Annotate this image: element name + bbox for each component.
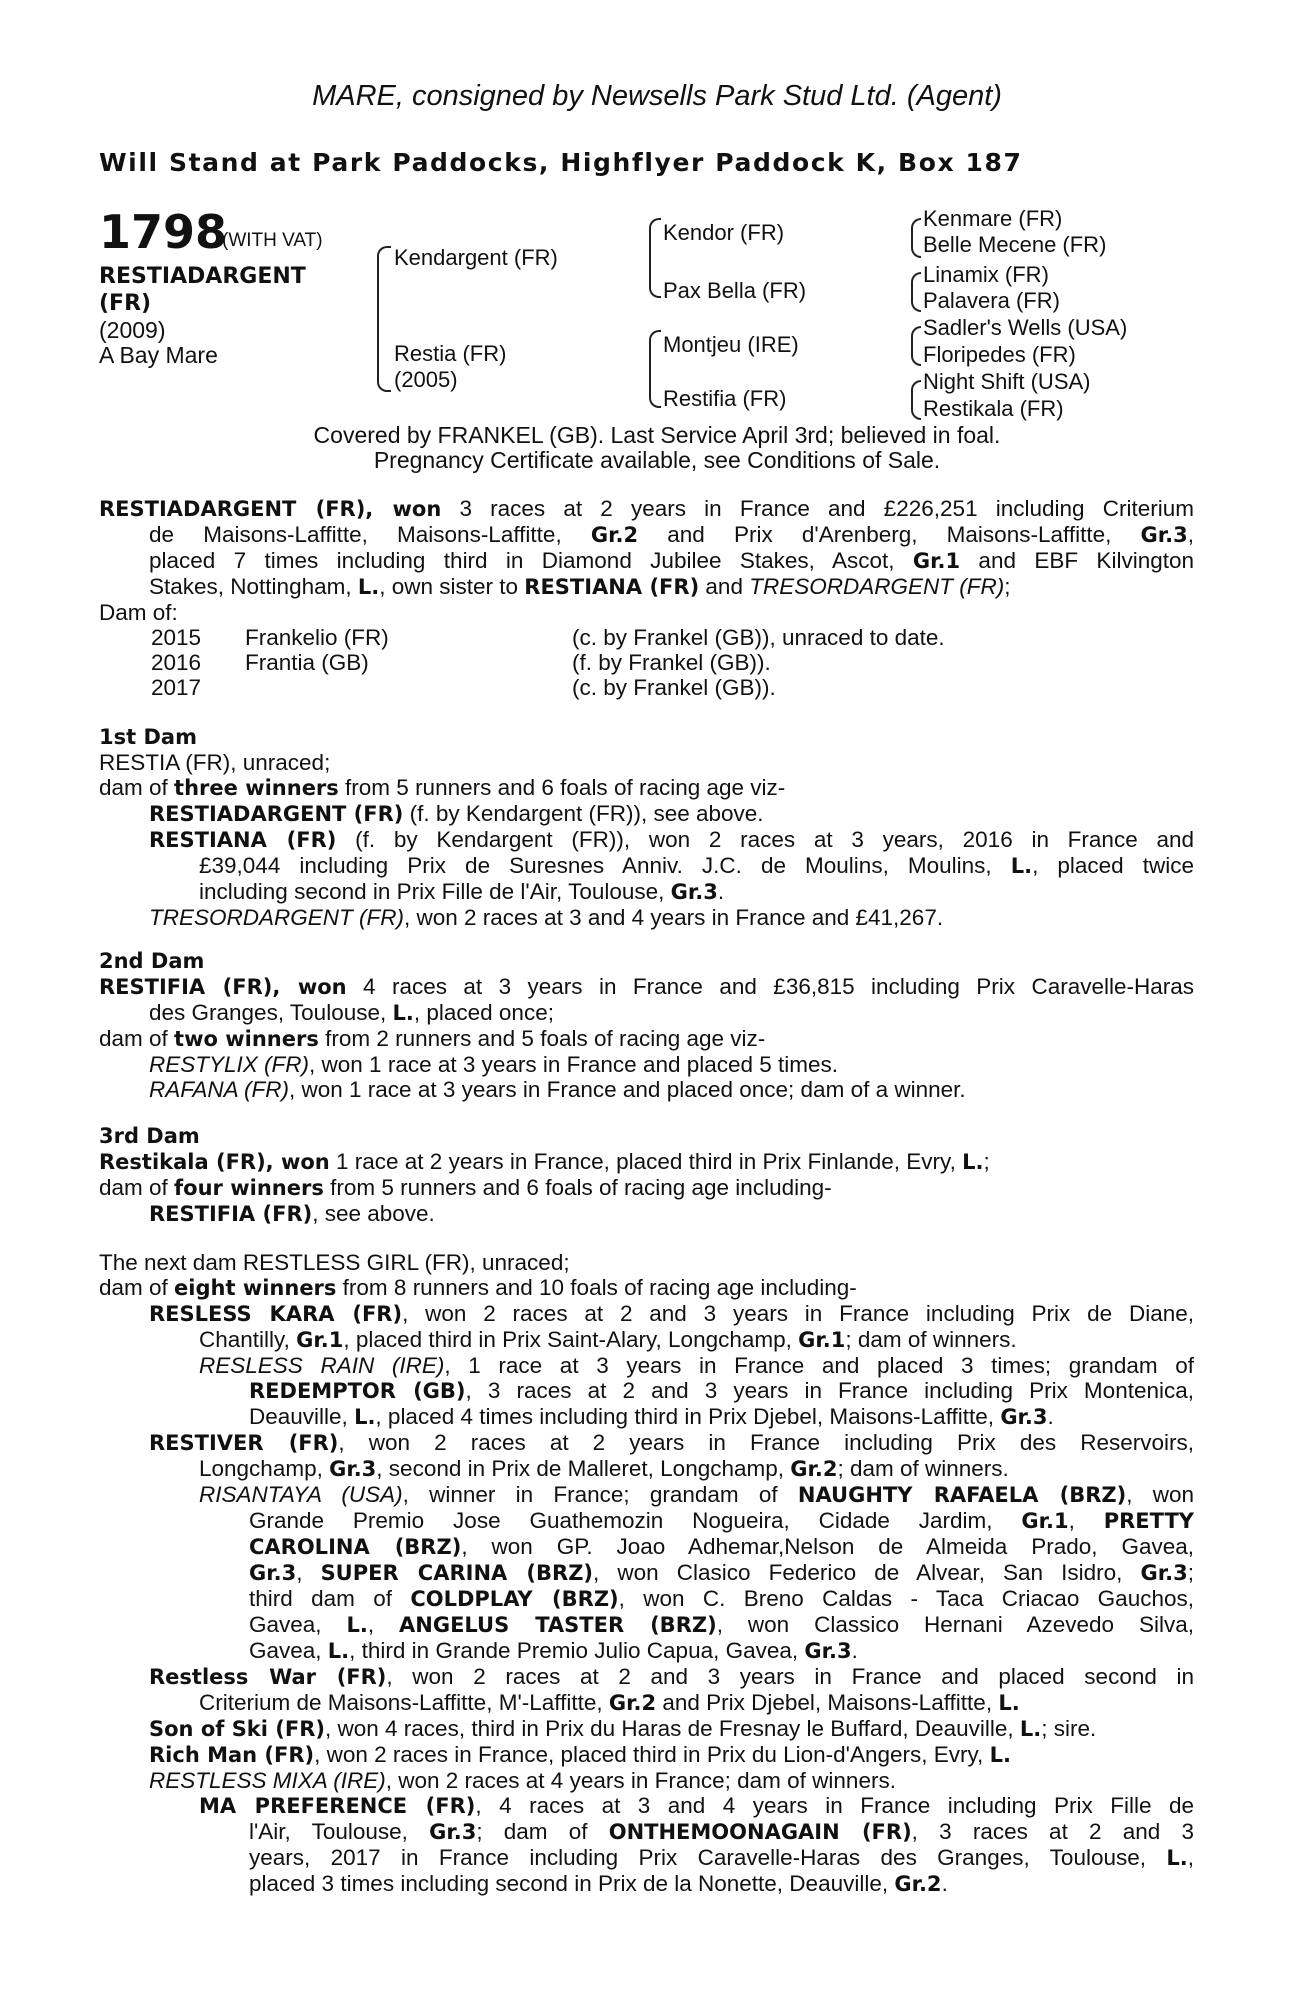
pedigree-g1: Kenmare (FR) bbox=[923, 206, 1063, 231]
lot-number: 1798 bbox=[99, 205, 228, 259]
pedigree-g7: Night Shift (USA) bbox=[923, 369, 1091, 394]
first-dam-section: 1st Dam RESTIA (FR), unraced; dam of three winners from 5 runners and 6 foals of racing age viz- RESTIADARGENT (FR) (f. by Kendargent (FR)), see above. RESTIANA (FR) (f. by Kendargent (FR)), won 2 races at 3 years, 2016 in France and £39,044 including Prix de Suresnes Anniv. J.C. de Moulins, Moulins, L., placed twice including second in Prix Fille de l'Air, Toulouse, Gr.3. TRESORDARGENT (FR), won 2 races at 3 and 4 years in France and £41,267. bbox=[99, 725, 1194, 930]
progeny-row: 2015 Frankelio (FR) (c. by Frankel (GB)), unraced to date. bbox=[151, 625, 945, 650]
pedigree-g5: Sadler's Wells (USA) bbox=[923, 315, 1128, 340]
pedigree-sire: Kendargent (FR) bbox=[394, 245, 558, 270]
pedigree-sire-dam: Pax Bella (FR) bbox=[663, 278, 807, 303]
second-dam-section: 2nd Dam RESTIFIA (FR), won 4 races at 3 years in France and £36,815 including Prix Caravelle-Haras des Granges, Toulouse, L., placed once; dam of two winners from 2 runners and 5 foals of racing age viz- RESTYLIX (FR), won 1 race at 3 years in France and placed 5 times. RAFANA (FR), won 1 race at 3 years in France and placed once; dam of a winner. bbox=[99, 949, 1195, 1102]
horse-name-country: (FR) bbox=[99, 291, 152, 316]
first-dam-heading: 1st Dam bbox=[99, 725, 197, 749]
third-dam-section: 3rd Dam Restikala (FR), won 1 race at 2 years in France, placed third in Prix Finlande, Evry, L.; dam of four winners from 5 runners and 6 foals of racing age including- RESTIFIA (FR), see above. bbox=[99, 1124, 1194, 1227]
pedigree-dam: Restia (FR) bbox=[394, 341, 507, 366]
covering-note: Covered by FRANKEL (GB). Last Service April 3rd; believed in foal. bbox=[313, 422, 1001, 448]
pedigree-bracket-dam bbox=[649, 330, 661, 408]
progeny-table bbox=[151, 625, 945, 700]
progeny-row: 2016 Frantia (GB) (f. by Frankel (GB)). bbox=[151, 650, 771, 675]
pedigree-bracket-g2 bbox=[911, 272, 921, 312]
pedigree-bracket-main bbox=[377, 246, 391, 392]
consignment-title: MARE, consigned by Newsells Park Stud Ltd. (Agent) bbox=[312, 80, 1002, 112]
pedigree-dam-sire: Montjeu (IRE) bbox=[663, 332, 799, 357]
pedigree-bracket-g4 bbox=[911, 380, 921, 420]
pedigree-dam-dam: Restifia (FR) bbox=[663, 386, 787, 411]
vat-note: (WITH VAT) bbox=[222, 230, 323, 251]
pedigree-g3: Linamix (FR) bbox=[923, 262, 1049, 287]
pregnancy-note: Pregnancy Certificate available, see Conditions of Sale. bbox=[373, 447, 941, 473]
pedigree-dam-year: (2005) bbox=[394, 367, 458, 392]
pedigree-bracket-sire bbox=[649, 218, 661, 298]
pedigree-bracket-g1 bbox=[911, 218, 921, 258]
horse-name: RESTIADARGENT bbox=[99, 264, 306, 289]
second-dam-heading: 2nd Dam bbox=[99, 949, 205, 973]
pedigree-g6: Floripedes (FR) bbox=[923, 342, 1076, 367]
pedigree-g2: Belle Mecene (FR) bbox=[923, 232, 1107, 257]
race-record-summary: RESTIADARGENT (FR), won 3 races at 2 years in France and £226,251 including Criterium de Maisons-Laffitte, Maisons-Laffitte, Gr.2 and Prix d'Arenberg, Maisons-Laffitte, Gr.3, placed 7 times including third in Diamond Jubilee Stakes, Ascot, Gr.1 and EBF Kilvington Stakes, Nottingham, L., own sister to RESTIANA (FR) and TRESORDARGENT (FR); Dam of: 2015 Frankelio (FR) (c. by Frankel (GB)), unraced to date. 2016 Frantia (GB) (f. by Frankel (GB)). 2017 (c. by Frankel (GB)). bbox=[99, 496, 1194, 700]
pedigree-g8: Restikala (FR) bbox=[923, 396, 1064, 421]
pedigree-bracket-g3 bbox=[911, 326, 921, 366]
pedigree-sire-sire: Kendor (FR) bbox=[663, 220, 785, 245]
third-dam-heading: 3rd Dam bbox=[99, 1124, 200, 1148]
stand-location: Will Stand at Park Paddocks, Highflyer Paddock K, Box 187 bbox=[99, 148, 1023, 177]
next-dam-section: The next dam RESTLESS GIRL (FR), unraced; dam of eight winners from 8 runners and 10 foals of racing age including- RESLESS KARA (FR), won 2 races at 2 and 3 years in France including Prix de Diane, Chantilly, Gr.1, placed third in Prix Saint-Alary, Longchamp, Gr.1; dam of winners. RESLESS RAIN (IRE), 1 race at 3 years in France and placed 3 times; grandam of REDEMPTOR (GB), 3 races at 2 and 3 years in France including Prix Montenica, Deauville, L., placed 4 times including third in Prix Djebel, Maisons-Laffitte, Gr.3. RESTIVER (FR), won 2 races at 2 years in France including Prix des Reservoirs, Longchamp, Gr.3, second in Prix de Malleret, Longchamp, Gr.2; dam of winners. RISANTAYA (USA), winner in France; grandam of NAUGHTY RAFAELA (BRZ), won Grande Premio Jose Guathemozin Nogueira, Cidade Jardim, Gr.1, PRETTY CAROLINA (BRZ), won GP. Joao Adhemar,Nelson de Almeida Prado, Gavea, Gr.3, SUPER CARINA (BRZ), won Clasico Federico de Alvear, San Isidro, Gr.3; third dam of COLDPLAY (BRZ), won C. Breno Caldas - Taca Criacao Gauchos, Gavea, L., ANGELUS TASTER (BRZ), won Classico Hernani Azevedo Silva, Gavea, L., third in Grande Premio Julio Capua, Gavea, Gr.3. Restless War (FR), won 2 races at 2 and 3 years in France and placed second in Criterium de Maisons-Laffitte, M'-Laffitte, Gr.2 and Prix Djebel, Maisons-Laffitte, L. Son of Ski (FR), won 4 races, third in Prix du Haras de Fresnay le Buffard, Deauville, L.; sire. Rich Man (FR), won 2 races in France, placed third in Prix du Lion-d'Angers, Evry, L. RESTLESS MIXA (IRE), won 2 races at 4 years in France; dam of winners. MA PREFERENCE (FR), 4 races at 3 and 4 years in France including Prix Fille de l'Air, Toulouse, Gr.3; dam of ONTHEMOONAGAIN (FR), 3 races at 2 and 3 years, 2017 in France including Prix Caravelle-Haras des Granges, Toulouse, L., placed 3 times including second in Prix de la Nonette, Deauville, Gr.2. bbox=[99, 1250, 1195, 1896]
horse-description: A Bay Mare bbox=[99, 342, 218, 368]
progeny-row: 2017 (c. by Frankel (GB)). bbox=[151, 675, 776, 700]
pedigree-g4: Palavera (FR) bbox=[923, 288, 1060, 313]
foaling-year: (2009) bbox=[99, 317, 166, 343]
